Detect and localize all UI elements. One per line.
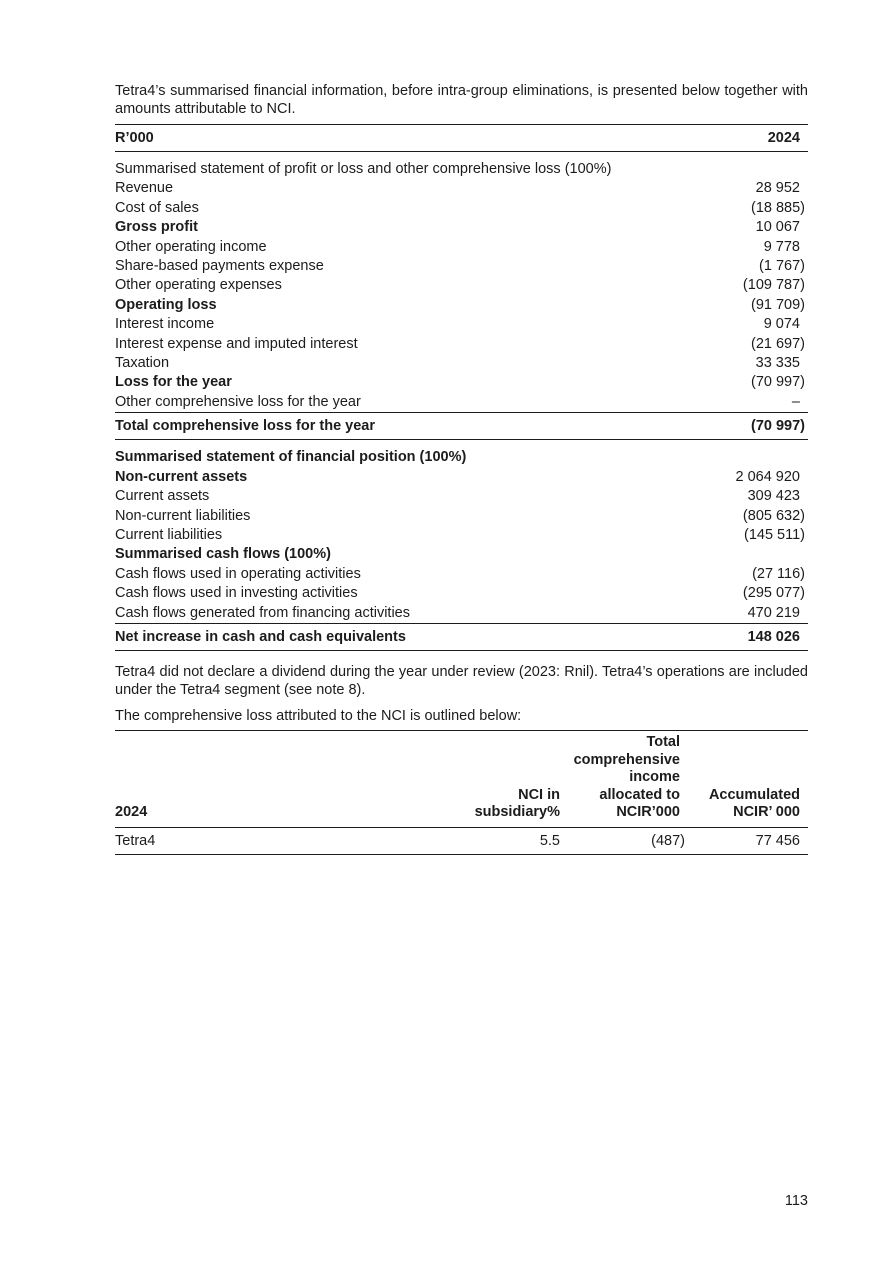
row-label: Gross profit	[115, 219, 198, 236]
table-row	[115, 584, 808, 603]
row-label: Interest expense and imputed interest	[115, 335, 358, 352]
table-row	[115, 296, 808, 315]
col-tci-line: Total	[646, 733, 680, 750]
row-value: 33 335	[755, 355, 800, 372]
row-label: Current assets	[115, 488, 210, 505]
row-value: (145 511)	[744, 526, 805, 543]
row-value: (27 116)	[752, 565, 805, 582]
table-row	[115, 354, 808, 373]
total-label: Total comprehensive loss for the year	[115, 413, 680, 440]
header-year: 2024	[680, 125, 808, 152]
total-label: Net increase in cash and cash equivalents	[115, 623, 680, 650]
table-row	[115, 199, 808, 218]
row-value: (91 709)	[750, 296, 805, 313]
col-nci	[440, 730, 568, 827]
nci-header-row	[115, 730, 808, 827]
table-row	[115, 257, 808, 276]
page-number: 113	[784, 1193, 808, 1209]
row-value: (70 997)	[750, 374, 805, 391]
row-label: Interest income	[115, 316, 215, 333]
table-row	[115, 507, 808, 526]
row-label: Loss for the year	[115, 374, 232, 391]
col-year: 2024	[115, 730, 440, 827]
row-label: Cash flows used in operating activities	[115, 565, 361, 582]
nci-entity: Tetra4	[115, 827, 440, 854]
table-row	[115, 565, 808, 584]
nci-table	[115, 730, 808, 855]
row-label: Other comprehensive loss for the year	[115, 393, 361, 410]
table-row	[115, 393, 808, 413]
table-row	[115, 468, 808, 487]
col-tci-line: income	[629, 769, 680, 786]
dividend-paragraph: Tetra4 did not declare a dividend during the year under review (2023: Rnil). Tetra4’s operations are included under the Tetra4 segment (see note 8).	[115, 663, 808, 698]
row-value: 2 064 920	[735, 468, 800, 485]
row-label: Revenue	[115, 180, 174, 197]
col-nci-line: subsidiary%	[474, 804, 560, 821]
cf-heading: Summarised cash flows (100%)	[115, 546, 331, 563]
cf-heading-row	[115, 545, 808, 564]
row-label: Current liabilities	[115, 526, 223, 543]
total-value: 148 026	[680, 623, 808, 650]
total-row	[115, 623, 808, 650]
col-acc	[688, 730, 808, 827]
col-acc-line: NCIR’ 000	[733, 804, 800, 821]
nci-intro-paragraph: The comprehensive loss attributed to the NCI is outlined below:	[115, 707, 522, 724]
row-value: (21 697)	[750, 335, 805, 352]
col-tci-line: NCIR’000	[616, 804, 680, 821]
document-page	[115, 82, 808, 855]
table-row	[115, 218, 808, 237]
col-tci	[568, 730, 688, 827]
row-value: –	[791, 393, 800, 410]
row-label: Operating loss	[115, 296, 217, 313]
row-label: Cash flows used in investing activities	[115, 585, 358, 602]
fp-heading: Summarised statement of financial position (100%)	[115, 449, 467, 466]
row-value: (1 767)	[759, 258, 805, 275]
table-row	[115, 315, 808, 334]
pl-heading: Summarised statement of profit or loss and other comprehensive loss (100%)	[115, 161, 612, 177]
row-value: 309 423	[747, 488, 800, 505]
total-value: (70 997)	[680, 413, 808, 440]
table-row	[115, 238, 808, 257]
header-label: R’000	[115, 125, 680, 152]
col-tci-line: comprehensive	[573, 751, 680, 768]
nci-tci: (487)	[568, 827, 688, 854]
table-row	[115, 335, 808, 354]
row-value: 9 074	[763, 316, 800, 333]
row-value: 9 778	[763, 238, 800, 255]
nci-accumulated: 77 456	[688, 827, 808, 854]
table-row	[115, 526, 808, 545]
row-label: Non-current liabilities	[115, 507, 251, 524]
fp-heading-row	[115, 448, 808, 467]
col-tci-line: allocated to	[599, 786, 680, 803]
spacer-row	[115, 152, 808, 161]
table-row	[115, 373, 808, 392]
nci-percent: 5.5	[440, 827, 568, 854]
col-acc-line: Accumulated	[708, 786, 800, 803]
row-label: Cost of sales	[115, 199, 199, 216]
table-row	[115, 604, 808, 624]
row-value: (109 787)	[742, 277, 805, 294]
table-row	[115, 276, 808, 295]
row-label: Taxation	[115, 355, 170, 372]
row-label: Non-current assets	[115, 468, 248, 485]
table-row	[115, 487, 808, 506]
row-value: 470 219	[747, 604, 800, 621]
row-value: 10 067	[755, 219, 800, 236]
spacer-row	[115, 440, 808, 449]
row-value: (18 885)	[750, 199, 805, 216]
row-value: (805 632)	[742, 507, 805, 524]
table-row	[115, 827, 808, 854]
table-row	[115, 179, 808, 198]
financial-summary-table	[115, 124, 808, 651]
table-header-row	[115, 125, 808, 152]
row-label: Other operating expenses	[115, 277, 282, 294]
row-label: Share-based payments expense	[115, 258, 324, 275]
row-label: Cash flows generated from financing activities	[115, 604, 410, 621]
pl-heading-row	[115, 160, 808, 179]
total-row	[115, 413, 808, 440]
row-value: (295 077)	[742, 585, 805, 602]
intro-paragraph: Tetra4’s summarised financial information, before intra-group eliminations, is presented below together with amounts attributable to NCI.	[115, 83, 808, 117]
col-nci-line: NCI in	[518, 786, 560, 803]
row-label: Other operating income	[115, 238, 267, 255]
row-value: 28 952	[755, 180, 800, 197]
